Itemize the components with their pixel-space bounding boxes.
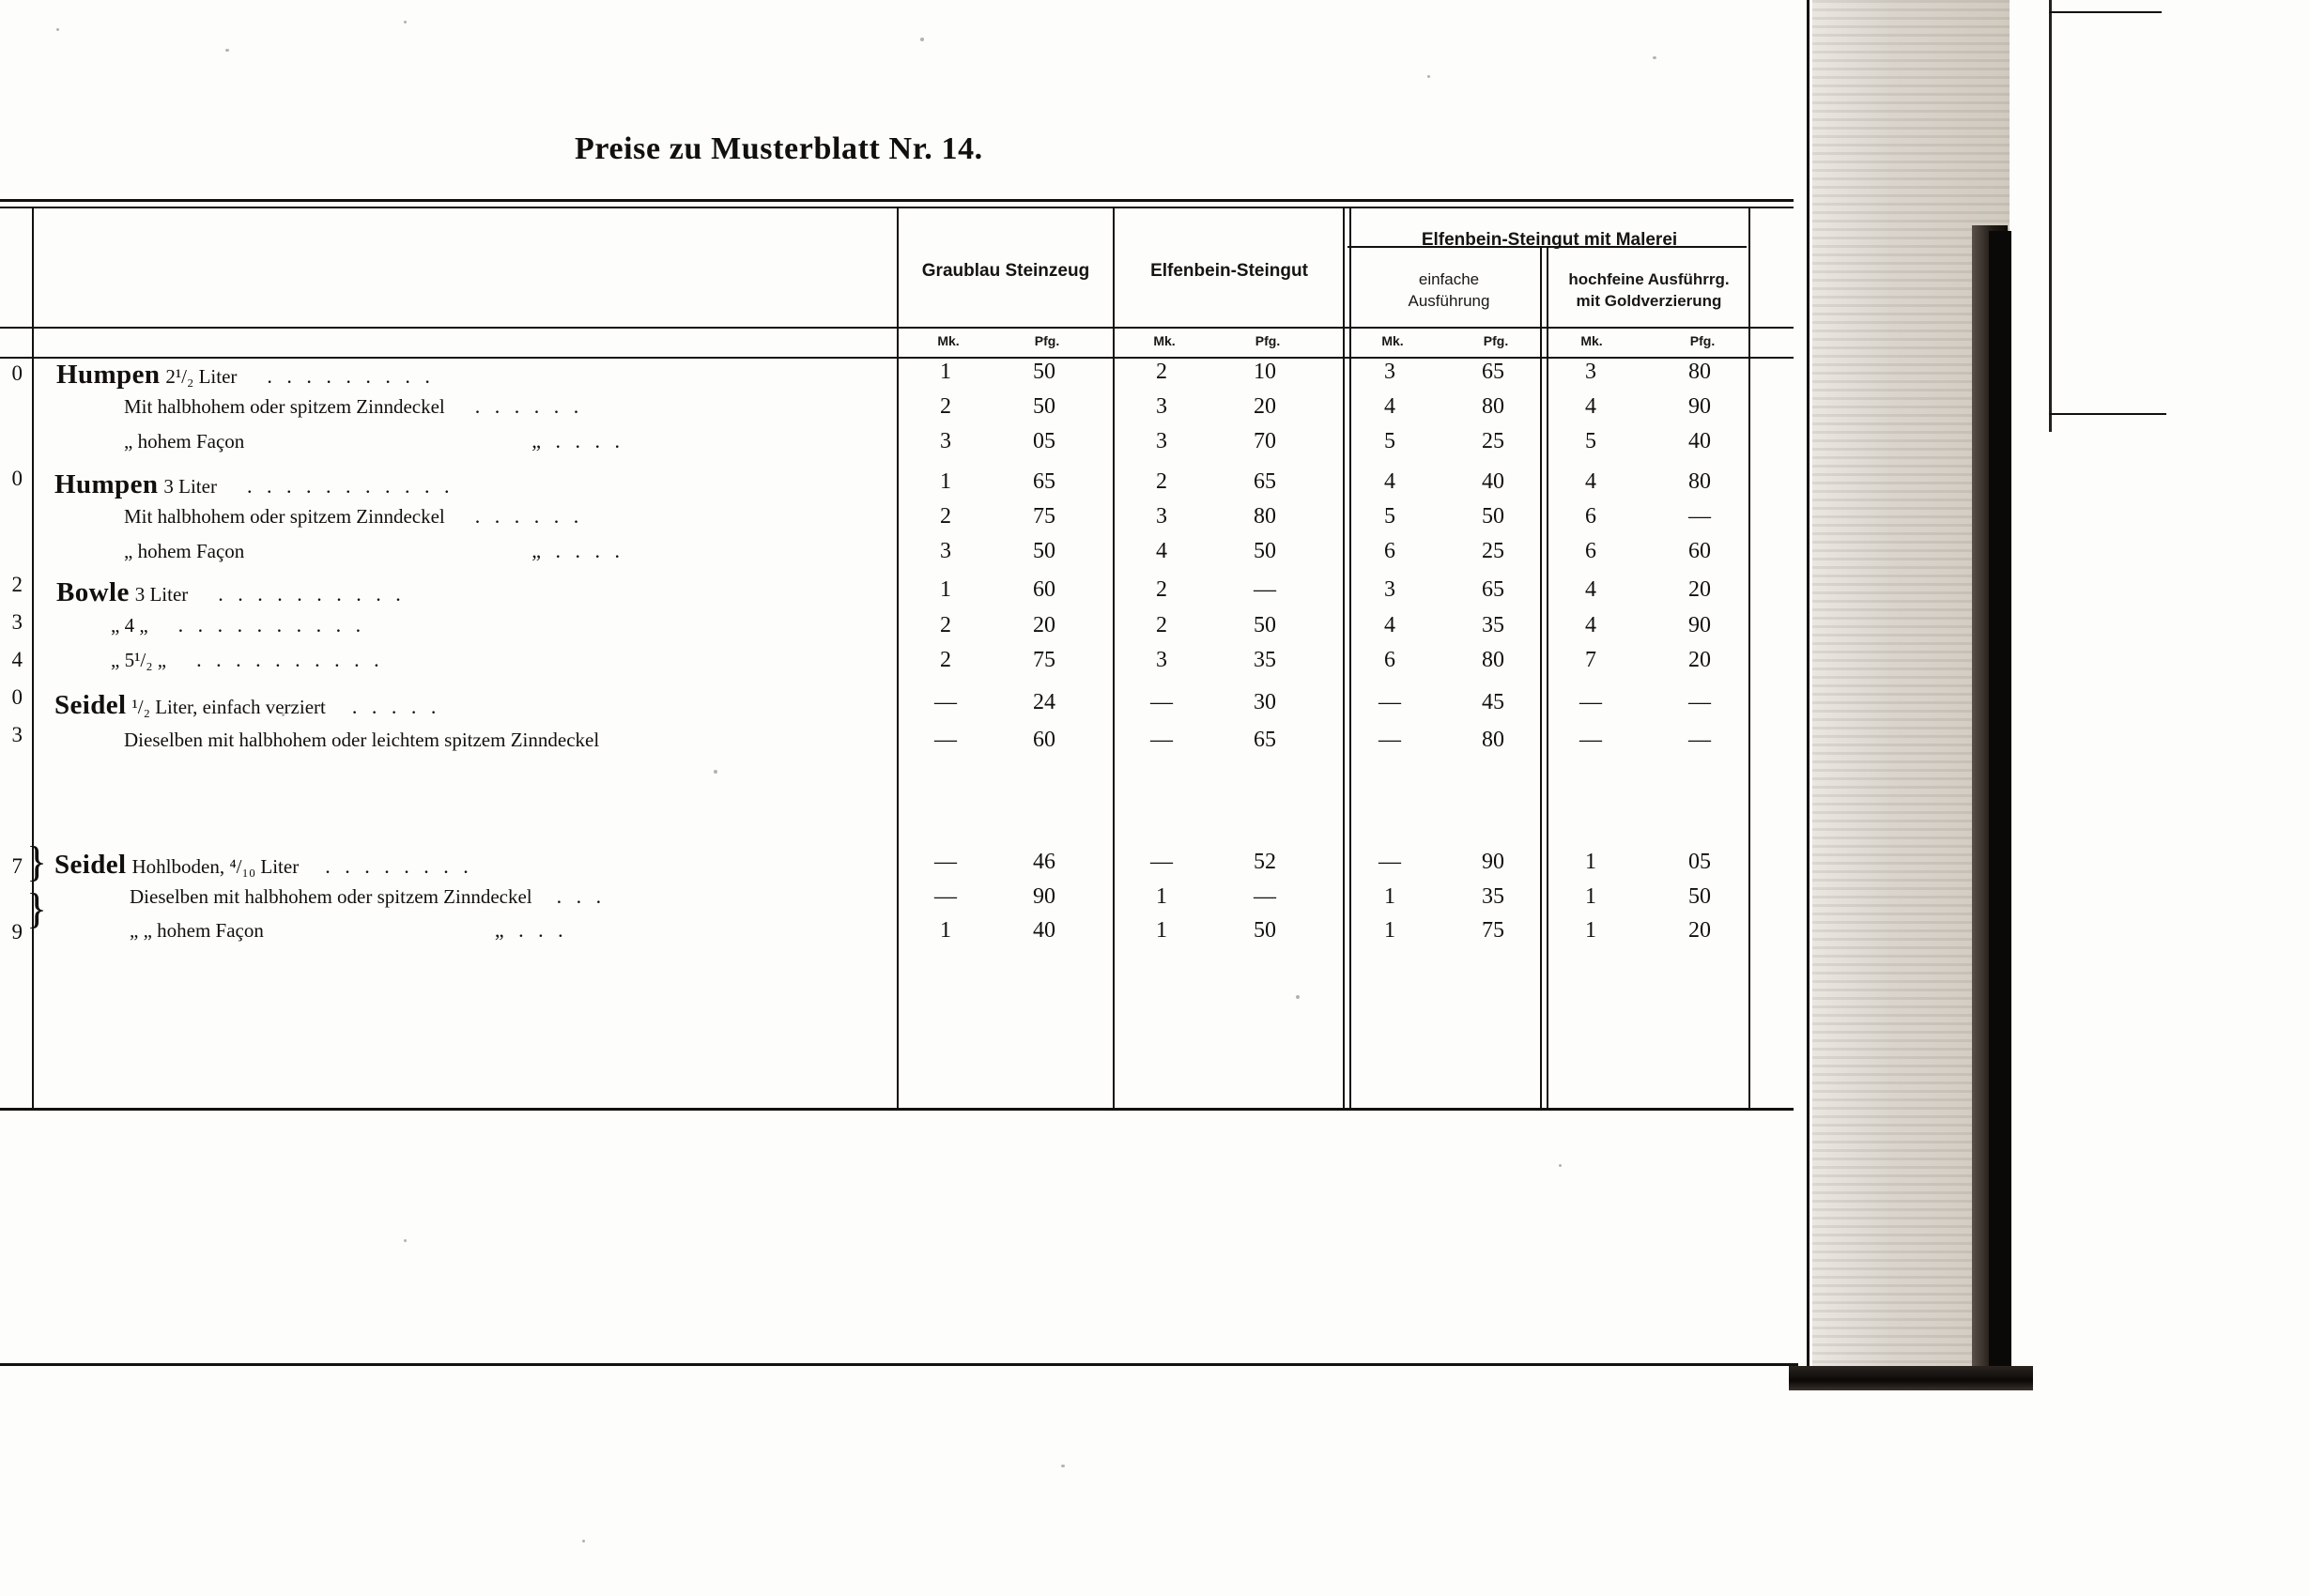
cell-value: 2 — [940, 613, 951, 637]
col-rule-2 — [1113, 208, 1115, 1110]
cell-value: 40 — [1033, 918, 1055, 943]
column-header-elfenbein: Elfenbein-Steingut — [1150, 261, 1308, 281]
column-header-graublau: Graublau Steinzeug — [921, 261, 1090, 281]
cell-value: 2 — [940, 504, 951, 529]
row-label-rest: 2¹/₂ Liter — [165, 365, 238, 388]
cell-value: — — [1150, 690, 1173, 714]
cell-value: 60 — [1688, 539, 1711, 563]
cell-value: — — [1150, 728, 1173, 752]
table-row — [54, 690, 440, 721]
cell-value: 45 — [1482, 690, 1504, 714]
row-dots: „ . . . — [494, 918, 568, 942]
cell-value: 1 — [940, 577, 951, 602]
row-label-rest: Dieselben mit halbhohem oder leichtem spitzem Zinndeckel — [124, 729, 600, 751]
cell-value: 4 — [1585, 394, 1596, 419]
cell-value: — — [1579, 690, 1602, 714]
cell-value: 25 — [1482, 539, 1504, 563]
row-dots: „ . . . . — [531, 429, 625, 453]
margin-number: 0 — [11, 467, 23, 490]
cell-value: — — [1579, 728, 1602, 752]
col-rule-4b — [1547, 246, 1548, 1110]
cell-value: 90 — [1482, 850, 1504, 874]
row-label-rest: Mit halbhohem oder spitzem Zinndeckel — [124, 395, 445, 418]
row-label-bold: Seidel — [54, 690, 127, 720]
cell-value: — — [934, 690, 957, 714]
cell-value: 4 — [1156, 539, 1167, 563]
scan-speck — [1427, 75, 1430, 78]
row-dots: . . . . . . — [474, 394, 584, 418]
cell-value: 75 — [1482, 918, 1504, 943]
cell-value: 50 — [1482, 504, 1504, 529]
scan-speck — [920, 38, 924, 41]
cell-value: 4 — [1384, 469, 1395, 494]
scan-speck — [1653, 56, 1656, 59]
cell-value: 05 — [1688, 850, 1711, 874]
cell-value: 70 — [1254, 429, 1276, 453]
cell-value: 4 — [1384, 613, 1395, 637]
cell-value: 35 — [1482, 613, 1504, 637]
cell-value: — — [934, 850, 957, 874]
margin-number: 7 — [11, 854, 23, 878]
margin-number: 2 — [11, 573, 23, 596]
row-label-bold: Humpen — [54, 469, 159, 499]
cell-value: 75 — [1033, 648, 1055, 672]
row-dots: . . . . . . . . . . — [218, 582, 406, 606]
row-label-bold: Bowle — [56, 577, 130, 607]
row-dots: . . . . . . . . . — [267, 364, 435, 388]
unit-pfg-3: Pfg. — [1483, 333, 1509, 348]
cell-value: — — [934, 884, 957, 909]
column-header-hochfeine-line1: hochfeine Ausführrg. — [1568, 270, 1730, 288]
cell-value: 20 — [1688, 918, 1711, 943]
cell-value: 60 — [1033, 728, 1055, 752]
cell-value: 4 — [1585, 577, 1596, 602]
cell-value: 1 — [1384, 884, 1395, 909]
cell-value: 6 — [1384, 539, 1395, 563]
row-label-rest: Hohlboden, ⁴/₁₀ Liter — [131, 855, 300, 878]
scan-speck — [225, 49, 229, 52]
cell-value: 46 — [1033, 850, 1055, 874]
cell-value: — — [1254, 884, 1276, 909]
cell-value: 3 — [1156, 504, 1167, 529]
cell-value: 3 — [1585, 360, 1596, 384]
table-row — [124, 539, 624, 564]
cell-value: — — [934, 728, 957, 752]
cell-value: 1 — [1384, 918, 1395, 943]
col-rule-3 — [1343, 208, 1345, 1110]
unit-mk-1: Mk. — [937, 333, 960, 348]
cell-value: 6 — [1585, 504, 1596, 529]
cell-value: 2 — [1156, 360, 1167, 384]
scan-speck — [714, 770, 717, 774]
col-rule-3b — [1349, 208, 1351, 1110]
column-header-group-malerei: Elfenbein-Steingut mit Malerei — [1421, 230, 1678, 250]
row-label-rest: „ 5¹/₂ „ — [111, 649, 167, 671]
page-bottom-rule — [0, 1363, 1798, 1366]
row-label-bold: Humpen — [56, 360, 161, 390]
cell-value: 3 — [1156, 394, 1167, 419]
margin-number: 3 — [11, 610, 23, 634]
cell-value: — — [1688, 504, 1711, 529]
row-dots: . . . . . . . . . . — [196, 648, 384, 671]
cell-value: 80 — [1688, 360, 1711, 384]
row-dots: „ . . . . — [531, 539, 625, 562]
margin-brace: } — [26, 837, 48, 885]
cell-value: 1 — [940, 469, 951, 494]
cell-value: 35 — [1254, 648, 1276, 672]
row-dots: . . . . . . . . — [325, 854, 473, 878]
cell-value: 60 — [1033, 577, 1055, 602]
cell-value: 65 — [1482, 577, 1504, 602]
cell-value: 20 — [1033, 613, 1055, 637]
row-dots: . . . . . . — [474, 504, 584, 528]
unit-pfg-1: Pfg. — [1034, 333, 1060, 348]
cell-value: 80 — [1482, 394, 1504, 419]
cell-value: 1 — [1585, 850, 1596, 874]
cell-value: 3 — [940, 539, 951, 563]
cell-value: 40 — [1688, 429, 1711, 453]
cell-value: 2 — [940, 394, 951, 419]
cell-value: — — [1378, 690, 1401, 714]
scan-edge-line — [1807, 0, 1810, 1378]
table-row — [111, 613, 365, 638]
cell-value: 75 — [1033, 504, 1055, 529]
cell-value: 50 — [1254, 539, 1276, 563]
scan-speck — [1296, 995, 1300, 999]
scan-edge-tick-top — [2049, 11, 2162, 13]
cell-value: 1 — [1156, 918, 1167, 943]
col-rule-5 — [1748, 208, 1750, 1110]
row-label-rest: „ 4 „ — [111, 614, 148, 637]
cell-value: 50 — [1254, 918, 1276, 943]
row-label-rest: Dieselben mit halbhohem oder spitzem Zinndeckel — [130, 885, 532, 908]
cell-value: 80 — [1688, 469, 1711, 494]
cell-value: 52 — [1254, 850, 1276, 874]
cell-value: — — [1378, 728, 1401, 752]
row-dots: . . . . . . . . . . — [177, 613, 366, 637]
unit-pfg-4: Pfg. — [1689, 333, 1716, 348]
table-row — [124, 504, 583, 529]
row-label-rest: „ hohem Façon — [124, 540, 245, 562]
row-dots: . . . . . — [351, 695, 441, 718]
cell-value: 3 — [1384, 577, 1395, 602]
cell-value: 90 — [1688, 394, 1711, 419]
scan-speck — [56, 28, 59, 31]
cell-value: 5 — [1585, 429, 1596, 453]
cell-value: 65 — [1254, 469, 1276, 494]
cell-value: 05 — [1033, 429, 1055, 453]
margin-number: 9 — [11, 920, 23, 944]
scan-edge-bottom — [1789, 1366, 2033, 1390]
cell-value: 1 — [940, 360, 951, 384]
scan-edge-tick — [2049, 413, 2166, 415]
col-rule-4 — [1540, 246, 1542, 1110]
cell-value: 50 — [1254, 613, 1276, 637]
row-label-rest: ¹/₂ Liter, einfach verziert — [131, 696, 326, 718]
row-dots: . . . . . . . . . . . — [246, 474, 454, 498]
cell-value: 65 — [1254, 728, 1276, 752]
row-label-rest: 3 Liter — [134, 583, 189, 606]
cell-value: 1 — [1585, 918, 1596, 943]
cell-value: 2 — [1156, 469, 1167, 494]
cell-value: 20 — [1688, 577, 1711, 602]
table-row — [56, 577, 406, 608]
scan-speck — [404, 1239, 407, 1242]
cell-value: — — [1688, 728, 1711, 752]
cell-value: 1 — [1156, 884, 1167, 909]
table-bottom-rule — [0, 1108, 1794, 1111]
cell-value: 1 — [1585, 884, 1596, 909]
cell-value: 3 — [1156, 648, 1167, 672]
margin-number: 0 — [11, 361, 23, 385]
cell-value: 65 — [1033, 469, 1055, 494]
table-row — [56, 360, 435, 391]
table-row — [54, 850, 473, 881]
margin-number: 0 — [11, 685, 23, 709]
cell-value: 5 — [1384, 504, 1395, 529]
table-row — [111, 648, 384, 673]
cell-value: 7 — [1585, 648, 1596, 672]
cell-value: 20 — [1254, 394, 1276, 419]
cell-value: 24 — [1033, 690, 1055, 714]
unit-pfg-2: Pfg. — [1255, 333, 1281, 348]
cell-value: 80 — [1482, 648, 1504, 672]
scan-speck — [1559, 1164, 1562, 1167]
scan-speck — [1061, 1465, 1065, 1467]
row-label-bold: Seidel — [54, 850, 127, 880]
cell-value: 90 — [1688, 613, 1711, 637]
table-top-rule — [0, 199, 1794, 202]
cell-value: 4 — [1585, 613, 1596, 637]
cell-value: 2 — [940, 648, 951, 672]
cell-value: 35 — [1482, 884, 1504, 909]
table-row — [130, 918, 568, 944]
cell-value: 4 — [1585, 469, 1596, 494]
cell-value: 50 — [1033, 539, 1055, 563]
cell-value: 5 — [1384, 429, 1395, 453]
unit-mk-2: Mk. — [1153, 333, 1176, 348]
scan-edge-dark-core — [1989, 231, 2011, 1372]
cell-value: 80 — [1482, 728, 1504, 752]
unit-mk-4: Mk. — [1580, 333, 1603, 348]
cell-value: 25 — [1482, 429, 1504, 453]
cell-value: 2 — [1156, 577, 1167, 602]
table-row — [124, 429, 624, 454]
cell-value: — — [1688, 690, 1711, 714]
margin-brace: } — [26, 884, 48, 932]
cell-value: 6 — [1384, 648, 1395, 672]
scan-speck — [404, 21, 407, 23]
row-label-rest: „ „ hohem Façon — [130, 919, 264, 942]
cell-value: 10 — [1254, 360, 1276, 384]
table-row — [124, 728, 599, 753]
cell-value: 90 — [1033, 884, 1055, 909]
unit-mk-3: Mk. — [1381, 333, 1404, 348]
column-header-einfache-line2: Ausführung — [1408, 292, 1490, 310]
cell-value: 6 — [1585, 539, 1596, 563]
cell-value: 3 — [1156, 429, 1167, 453]
cell-value: 40 — [1482, 469, 1504, 494]
page-title: Preise zu Musterblatt Nr. 14. — [575, 131, 983, 166]
cell-value: 80 — [1254, 504, 1276, 529]
cell-value: 65 — [1482, 360, 1504, 384]
row-label-rest: „ hohem Façon — [124, 430, 245, 453]
row-label-rest: 3 Liter — [163, 475, 217, 498]
column-header-einfache-line1: einfache — [1418, 270, 1480, 288]
table-row — [130, 884, 606, 910]
cell-value: 30 — [1254, 690, 1276, 714]
cell-value: 50 — [1688, 884, 1711, 909]
cell-value: 50 — [1033, 360, 1055, 384]
row-label-rest: Mit halbhohem oder spitzem Zinndeckel — [124, 505, 445, 528]
cell-value: — — [1378, 850, 1401, 874]
cell-value: 4 — [1384, 394, 1395, 419]
column-header-hochfeine-line2: mit Goldverzierung — [1576, 292, 1722, 310]
scan-edge-thin-rule — [2049, 0, 2052, 432]
cell-value: 50 — [1033, 394, 1055, 419]
col-rule-left — [32, 208, 34, 1110]
row-dots: . . . — [556, 884, 607, 908]
col-rule-1 — [897, 208, 899, 1110]
cell-value: 20 — [1688, 648, 1711, 672]
margin-number: 4 — [11, 648, 23, 671]
cell-value: 3 — [940, 429, 951, 453]
table-row — [124, 394, 583, 420]
cell-value: 2 — [1156, 613, 1167, 637]
cell-value: 1 — [940, 918, 951, 943]
margin-number: 3 — [11, 723, 23, 746]
scan-speck — [582, 1540, 585, 1542]
cell-value: — — [1150, 850, 1173, 874]
cell-value: 3 — [1384, 360, 1395, 384]
cell-value: — — [1254, 577, 1276, 602]
table-row — [54, 469, 454, 500]
